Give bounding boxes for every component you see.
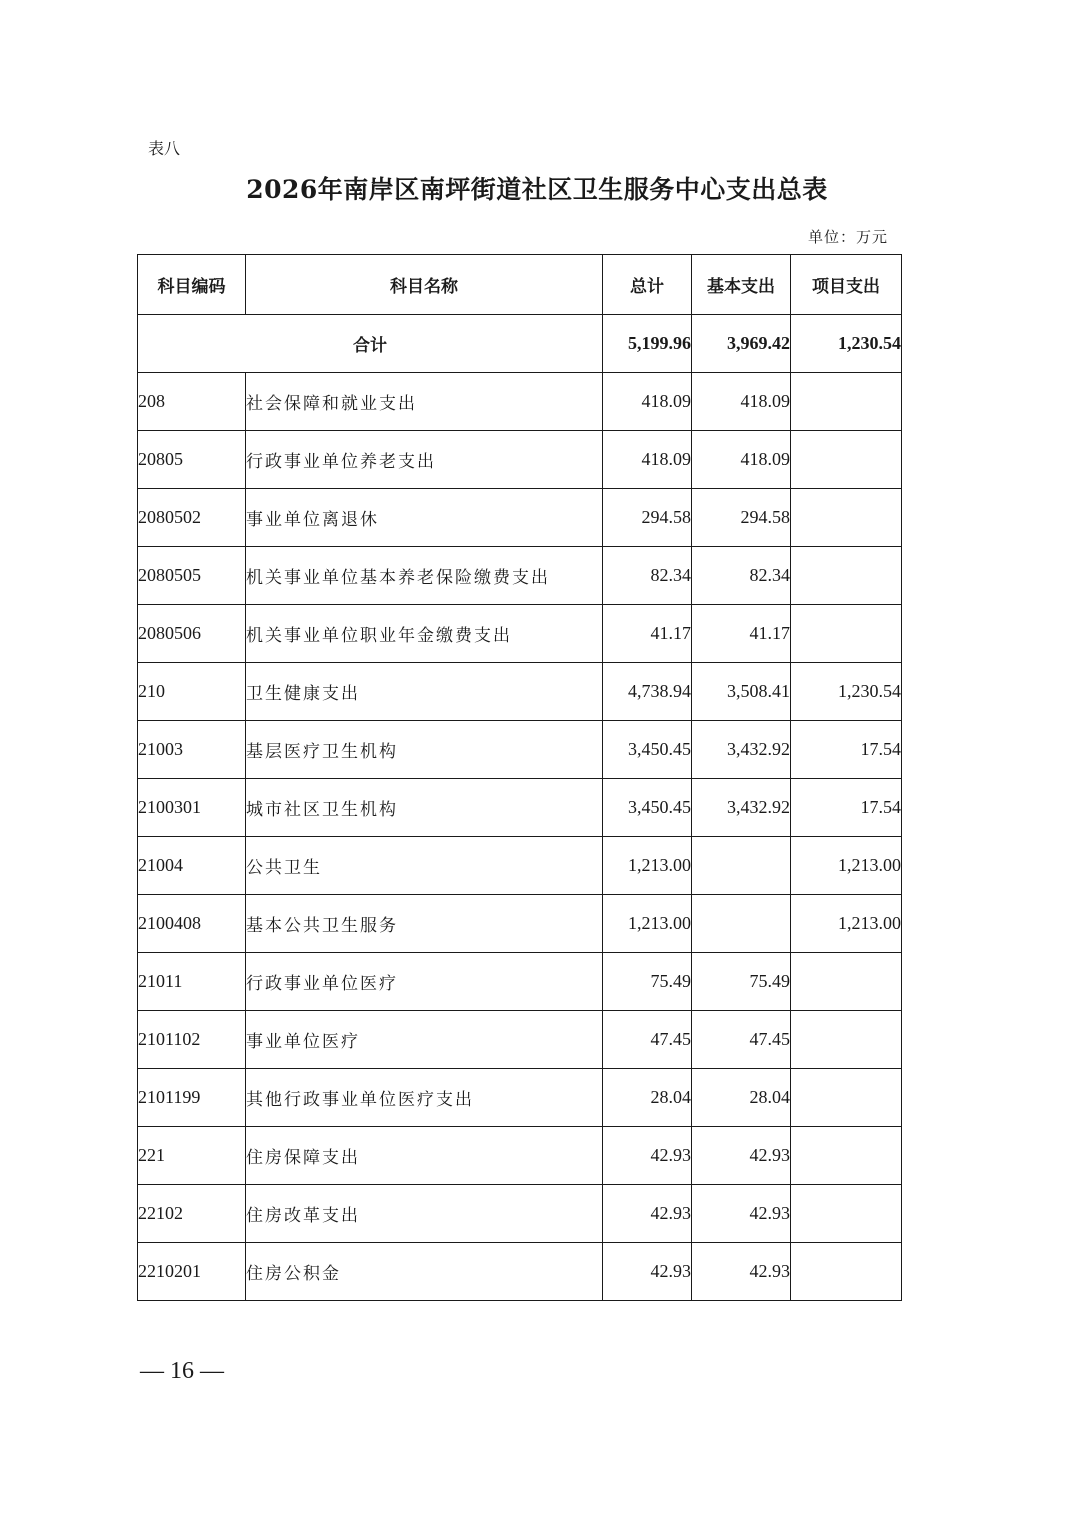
table-row [138,1243,902,1301]
row-total: 82.34 [603,547,692,605]
row-project: 17.54 [791,779,902,837]
row-project: 1,213.00 [791,837,902,895]
row-project [791,605,902,663]
row-project [791,1011,902,1069]
table-label: 表八 [148,139,181,158]
row-basic: 47.45 [692,1011,791,1069]
row-basic: 82.34 [692,547,791,605]
row-basic: 75.49 [692,953,791,1011]
row-basic: 42.93 [692,1127,791,1185]
table-row [138,1011,902,1069]
row-name: 住房改革支出 [246,1185,603,1243]
table-row [138,1069,902,1127]
table-row [138,373,902,431]
row-total: 1,213.00 [603,895,692,953]
table-row [138,431,902,489]
row-code: 210 [138,663,246,721]
table-row [138,953,902,1011]
table-row [138,547,902,605]
row-name: 机关事业单位职业年金缴费支出 [246,605,603,663]
row-name: 事业单位医疗 [246,1011,603,1069]
row-basic: 294.58 [692,489,791,547]
row-total: 418.09 [603,431,692,489]
header-code: 科目编码 [138,255,246,315]
total-sum: 5,199.96 [603,315,692,373]
table-row [138,489,902,547]
row-project [791,1243,902,1301]
row-code: 2100408 [138,895,246,953]
unit-note: 单位：万元 [807,228,888,246]
row-name: 行政事业单位医疗 [246,953,603,1011]
table-row [138,663,902,721]
table-row [138,1127,902,1185]
row-basic: 3,508.41 [692,663,791,721]
row-code: 2080502 [138,489,246,547]
row-basic [692,837,791,895]
page-title: 2026年南岸区南坪街道社区卫生服务中心支出总表 [246,175,828,204]
row-project [791,373,902,431]
row-project: 17.54 [791,721,902,779]
header-row [138,255,902,315]
row-total: 3,450.45 [603,721,692,779]
row-project [791,431,902,489]
header-name: 科目名称 [246,255,603,315]
row-basic: 28.04 [692,1069,791,1127]
row-name: 基本公共卫生服务 [246,895,603,953]
page-number: — 16 — [140,1358,224,1384]
row-name: 行政事业单位养老支出 [246,431,603,489]
row-code: 221 [138,1127,246,1185]
row-code: 20805 [138,431,246,489]
row-code: 2101102 [138,1011,246,1069]
row-name: 机关事业单位基本养老保险缴费支出 [246,547,603,605]
row-name: 公共卫生 [246,837,603,895]
row-total: 42.93 [603,1243,692,1301]
row-basic: 41.17 [692,605,791,663]
row-code: 2080506 [138,605,246,663]
row-project: 1,230.54 [791,663,902,721]
row-name: 其他行政事业单位医疗支出 [246,1069,603,1127]
row-code: 21011 [138,953,246,1011]
row-total: 47.45 [603,1011,692,1069]
row-basic: 3,432.92 [692,779,791,837]
row-project: 1,213.00 [791,895,902,953]
row-basic: 418.09 [692,373,791,431]
row-total: 41.17 [603,605,692,663]
table-row [138,779,902,837]
row-basic: 418.09 [692,431,791,489]
row-basic [692,895,791,953]
total-project: 1,230.54 [791,315,902,373]
row-basic: 42.93 [692,1243,791,1301]
row-code: 208 [138,373,246,431]
row-code: 2210201 [138,1243,246,1301]
row-total: 418.09 [603,373,692,431]
table-row [138,837,902,895]
header-total: 总计 [603,255,692,315]
total-row [138,315,902,373]
row-project [791,1127,902,1185]
header-project: 项目支出 [791,255,902,315]
header-basic: 基本支出 [692,255,791,315]
row-project [791,1185,902,1243]
row-code: 2080505 [138,547,246,605]
row-total: 42.93 [603,1185,692,1243]
table-row [138,895,902,953]
row-name: 住房公积金 [246,1243,603,1301]
row-total: 42.93 [603,1127,692,1185]
row-basic: 3,432.92 [692,721,791,779]
row-name: 城市社区卫生机构 [246,779,603,837]
table-row [138,721,902,779]
total-basic: 3,969.42 [692,315,791,373]
row-name: 卫生健康支出 [246,663,603,721]
total-label: 合计 [138,315,603,373]
row-code: 2100301 [138,779,246,837]
row-total: 75.49 [603,953,692,1011]
row-total: 294.58 [603,489,692,547]
table-row [138,605,902,663]
row-total: 28.04 [603,1069,692,1127]
row-total: 1,213.00 [603,837,692,895]
expenditure-table [137,254,902,1301]
row-basic: 42.93 [692,1185,791,1243]
row-project [791,1069,902,1127]
row-name: 社会保障和就业支出 [246,373,603,431]
row-code: 22102 [138,1185,246,1243]
row-name: 事业单位离退休 [246,489,603,547]
row-code: 21004 [138,837,246,895]
row-code: 2101199 [138,1069,246,1127]
row-project [791,547,902,605]
row-code: 21003 [138,721,246,779]
row-name: 基层医疗卫生机构 [246,721,603,779]
table-row [138,1185,902,1243]
row-name: 住房保障支出 [246,1127,603,1185]
row-project [791,489,902,547]
row-total: 4,738.94 [603,663,692,721]
row-total: 3,450.45 [603,779,692,837]
row-project [791,953,902,1011]
